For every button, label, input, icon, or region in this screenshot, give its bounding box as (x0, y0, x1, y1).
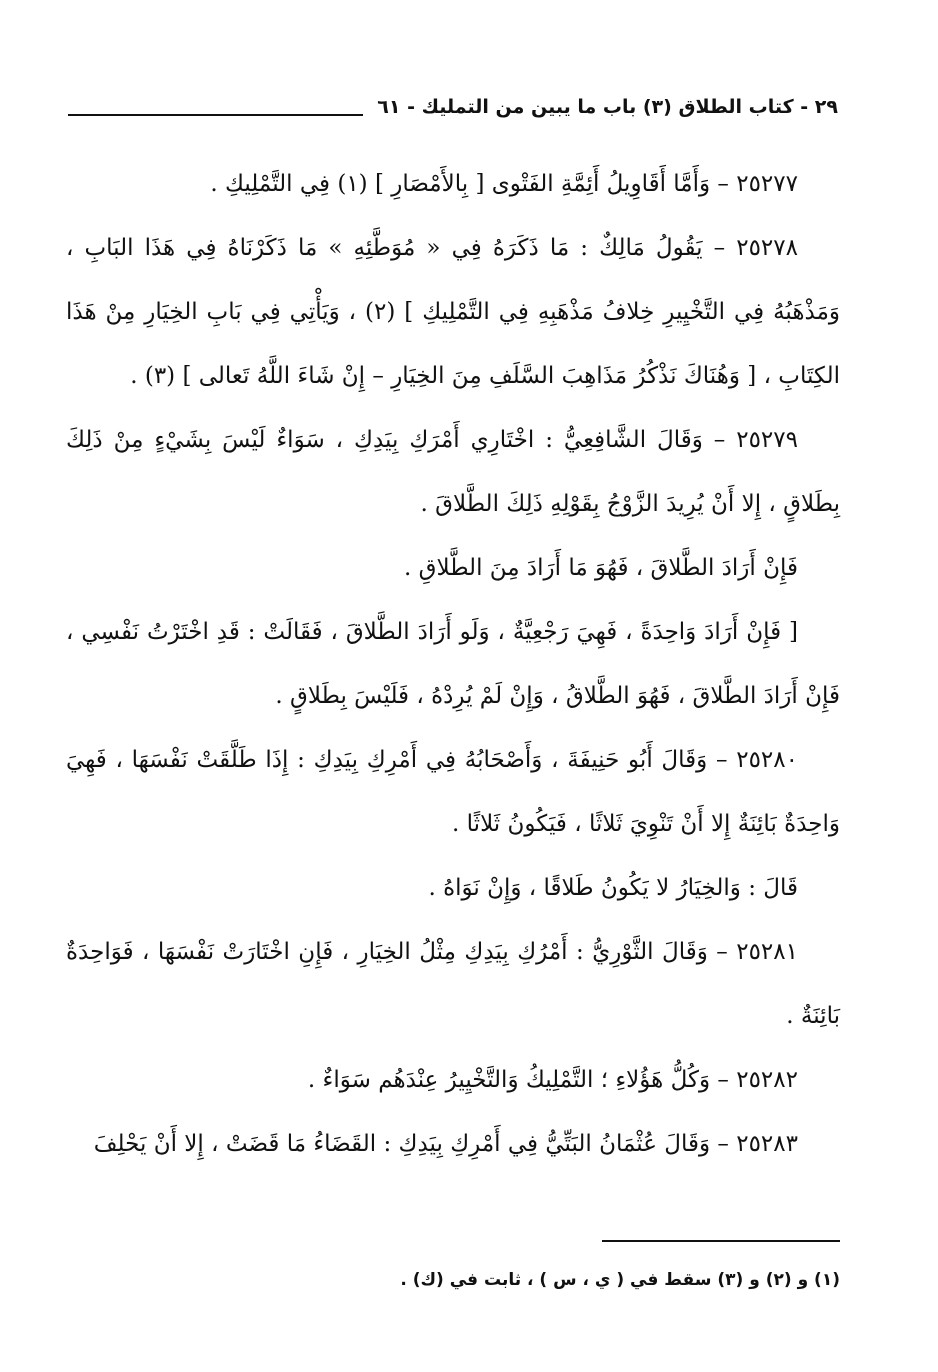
paragraph-25283: ٢٥٢٨٣ – وَقَالَ عُثْمَانُ البَتِّيُّ فِي أَمْرِكِ بِيَدِكِ : القَضَاءُ مَا قَضَتْ ، إِلا أَنْ يَحْلِفَ (93, 1131, 798, 1157)
footnote-rule (602, 1240, 840, 1242)
paragraph-25282: ٢٥٢٨٢ – وَكُلُّ هَؤُلاءِ ؛ التَّمْلِيكُ وَالتَّخْيِيرُ عِنْدَهُم سَوَاءٌ . (307, 1067, 798, 1093)
paragraph-25280: ٢٥٢٨٠ – وَقَالَ أَبُو حَنِيفَةَ ، وَأَصْحَابُهُ فِي أَمْرِكِ بِيَدِكِ : إِذَا طَلَّقَتْ نَفْسَهَا ، فَهِيَ وَاحِدَةٌ بَائِنَةٌ إِلا أَنْ تَنْوِيَ ثَلاثًا ، فَيَكُونُ ثَلاثًا . (66, 747, 840, 837)
paragraph-25279-cont-1: فَإِنْ أَرَادَ الطَّلاقَ ، فَهُوَ مَا أَرَادَ مِنَ الطَّلاقِ . (404, 555, 798, 581)
header-title: ٢٩ - كتاب الطلاق (٣) باب ما يبين من التمليك - ٦١ (377, 96, 838, 118)
header-rule (68, 114, 363, 116)
paragraph-25278: ٢٥٢٧٨ – يَقُولُ مَالِكٌ : مَا ذَكَرَهُ فِي « مُوَطَّئِهِ » مَا ذَكَرْنَاهُ فِي هَذَا البَابِ ، وَمَذْهَبُهُ فِي التَّخْيِيرِ خِلافُ مَذْهَبِهِ فِي التَّمْلِيكِ ] (٢) ، وَيَأْتِي فِي بَابِ الخِيَارِ مِنْ هَذَا الكِتَابِ ، [ وَهُنَاكَ نَذْكُرُ مَذَاهِبَ السَّلَفِ مِنَ الخِيَارِ – إِنْ شَاءَ اللَّهُ تَعالى ] (٣) . (66, 235, 841, 389)
body-text (66, 152, 840, 1176)
paragraph-25280-cont: قَالَ : وَالخِيَارُ لا يَكُونُ طَلاقًا ، وَإِنْ نَوَاهُ . (428, 875, 798, 901)
footnote: (١) و (٢) و (٣) سقط في ( ي ، س ) ، ثابت في (ك) . (400, 1270, 840, 1290)
paragraph-25281: ٢٥٢٨١ – وَقَالَ الثَّوْرِيُّ : أَمْرُكِ بِيَدِكِ مِثْلُ الخِيَارِ ، فَإِنِ اخْتَارَتْ نَفْسَهَا ، فَوَاحِدَةٌ بَائِنَةٌ . (66, 939, 840, 1029)
paragraph-25277: ٢٥٢٧٧ – وَأَمَّا أَقَاوِيلُ أَئِمَّةِ الفَتْوى [ بِالأَمْصَارِ ] (١) فِي التَّمْلِيكِ . (210, 171, 798, 197)
paragraph-25279: ٢٥٢٧٩ – وَقَالَ الشَّافِعِيُّ : اخْتَارِي أَمْرَكِ بِيَدِكِ ، سَوَاءٌ لَيْسَ بِشَيْءٍ مِنْ ذَلِكَ بِطَلاقٍ ، إِلا أَنْ يُرِيدَ الزَّوْجُ بِقَوْلِهِ ذَلِكَ الطَّلاقَ . (66, 427, 840, 517)
running-header (68, 86, 838, 122)
paragraph-25279-cont-2: [ فَإِنْ أَرَادَ وَاحِدَةً ، فَهِيَ رَجْعِيَّةٌ ، وَلَو أَرَادَ الطَّلاقَ ، فَقَالَتْ : قَدِ اخْتَرْتُ نَفْسِي ، فَإِنْ أَرَادَ الطَّلاقَ ، فَهُوَ الطَّلاقُ ، وَإِنْ لَمْ يُرِدْهُ ، فَلَيْسَ بِطَلاقٍ . (66, 619, 840, 709)
